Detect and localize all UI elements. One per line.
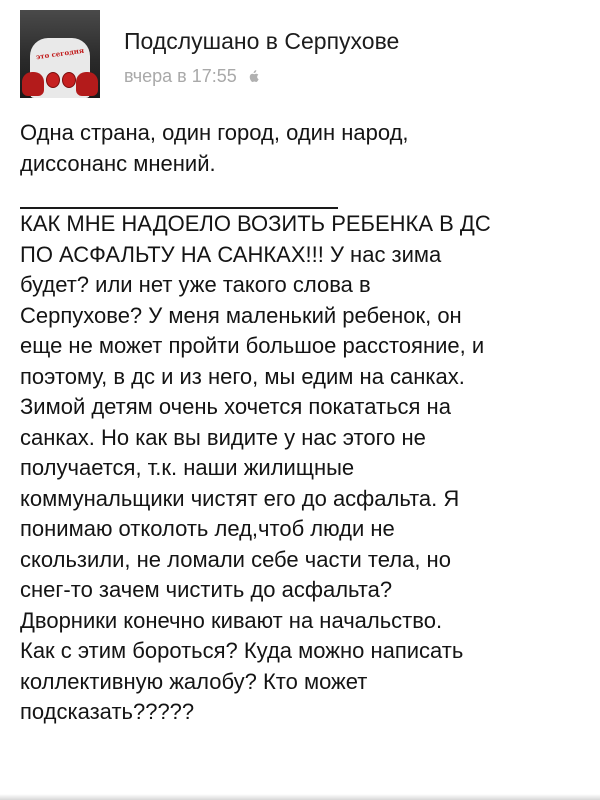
apple-icon <box>248 70 259 83</box>
post-bottom-edge <box>0 794 600 800</box>
post-header <box>20 10 580 100</box>
avatar-shirt-text: это сегодня <box>35 45 85 62</box>
avatar-emblem-left <box>46 72 60 88</box>
avatar-emblem-right <box>62 72 76 88</box>
avatar-glove-right <box>76 72 98 96</box>
group-avatar[interactable] <box>20 10 100 98</box>
avatar-glove-left <box>22 72 44 96</box>
post-intro-text: Одна страна, один город, один народ, диссонанс мнений. <box>20 120 409 176</box>
post-timestamp[interactable]: вчера в 17:55 <box>124 66 237 86</box>
group-name-link[interactable]: Подслушано в Серпухове <box>124 28 400 54</box>
post-main-text: КАК МНЕ НАДОЕЛО ВОЗИТЬ РЕБЕНКА В ДС ПО АСФАЛЬТУ НА САНКАХ!!! У нас зима будет? или нет уже такого слова в Серпухове? У меня маленький ребенок, он еще не может пройти большое расстояние, и поэтому, в дс и из него, мы едим на санках. Зимой детям очень хочется покататься на санках. Но как вы видите у нас этого не получается, т.к. наши жилищные коммунальщики чистят его до асфальта. Я понимаю отколоть лед,чтоб люди не скользили, не ломали себе части тела, но снег-то зачем чистить до асфальта? Дворники конечно кивают на начальство. Как с этим бороться? Куда можно написать коллективную жалобу? Кто может подсказать????? <box>20 211 491 724</box>
post-meta <box>124 66 259 87</box>
post-body <box>20 118 585 728</box>
